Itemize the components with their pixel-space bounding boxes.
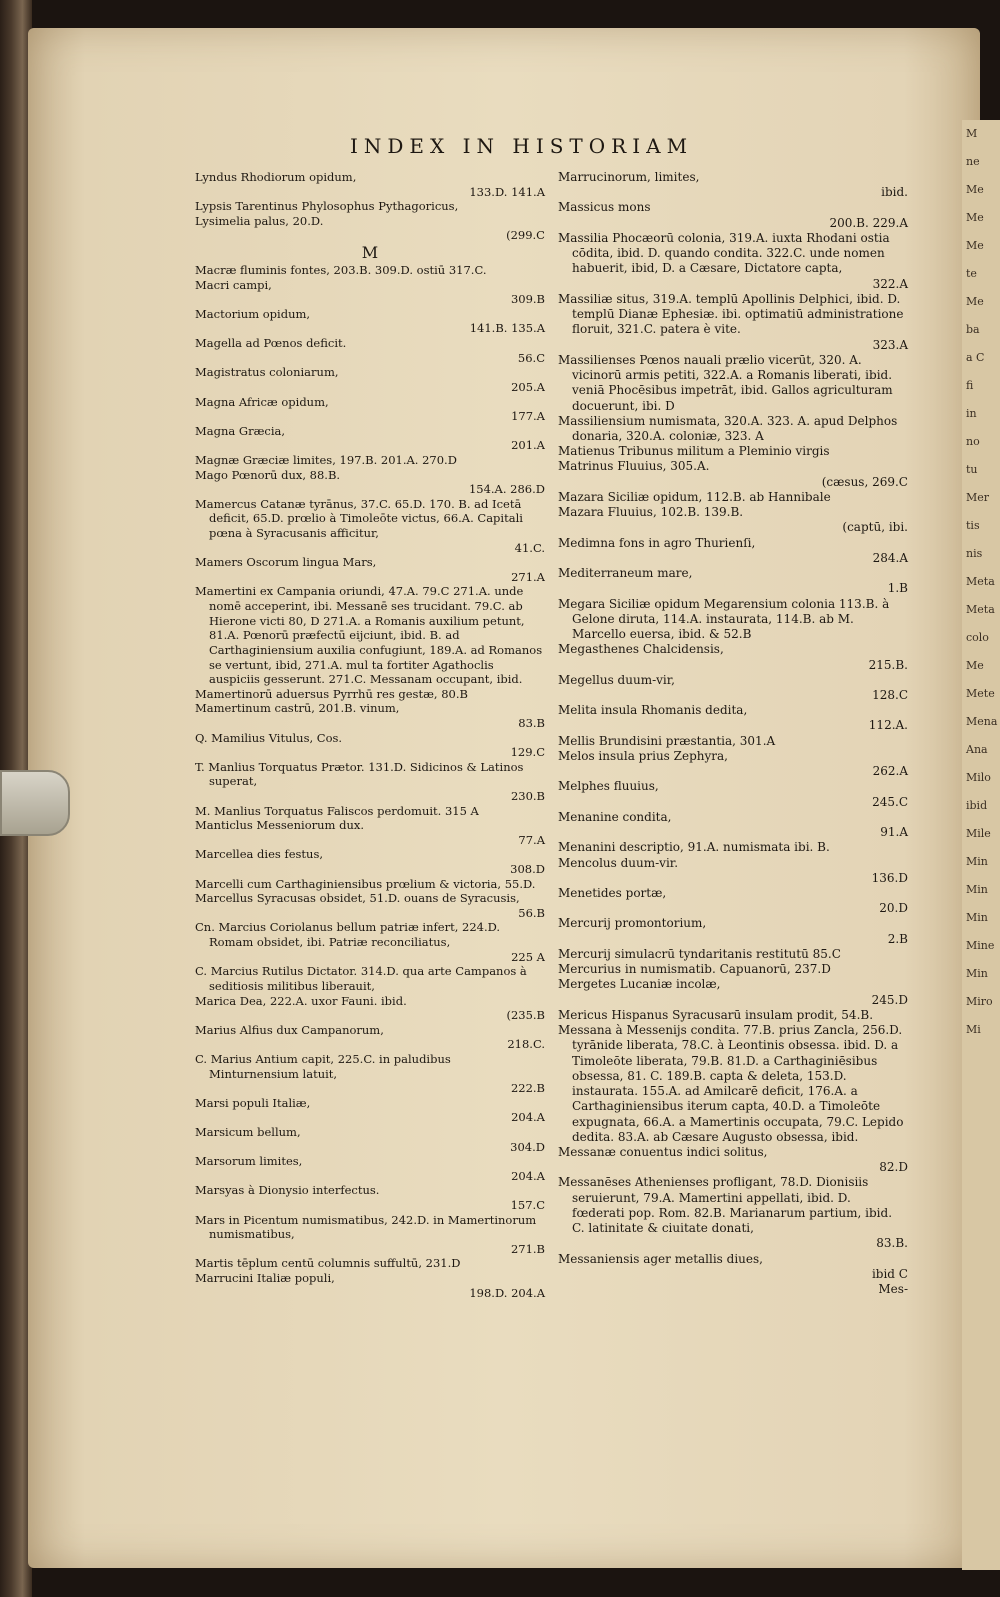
entry-text: Marsicum bellum, [195, 1125, 301, 1139]
index-entry [195, 1052, 545, 1096]
index-entry [558, 231, 908, 292]
facing-page-fragment: Miro [966, 995, 993, 1008]
entry-reference: 56.B [518, 905, 545, 920]
entry-text: Marsorum limites, [195, 1154, 303, 1169]
entry-text: Lysimelia palus, 20.D. [195, 213, 324, 228]
index-entry [558, 459, 908, 489]
entry-text: Marsyas à Dionysio interfectus. [195, 1183, 380, 1198]
entry-text: Mars in Picentum numismatibus, 242.D. in Mamertinorum numismatibus, [195, 1212, 537, 1242]
index-entry [195, 701, 545, 730]
facing-page-fragment: Me [966, 183, 984, 196]
entry-text: Marsi populi Italiæ, [195, 1095, 311, 1110]
index-entry [558, 856, 908, 886]
entry-text: Marcellea dies festus, [195, 847, 323, 862]
entry-reference: 222.B [510, 1081, 545, 1096]
index-entry [558, 947, 908, 962]
index-entry [558, 1008, 908, 1023]
entry-reference: Mes- [878, 1282, 908, 1297]
entry-reference: (299.C [506, 228, 545, 243]
entry-text: Massilienses Pœnos nauali prælio vicerūt, 320. A. vicinorū armis petiti, 322.A. a Romanis liberati, ibid. veniā Phocēsibus impetrāt, ibid. Gallos agriculturam docuerunt, ibi. D [558, 352, 893, 413]
entry-text: Mazara Siciliæ opidum, 112.B. ab Hannibale [558, 489, 831, 504]
entry-text: Mercurius in numismatib. Capuanorū, 237.D [558, 962, 831, 977]
entry-text: Menanine condita, [558, 809, 672, 824]
facing-page-fragment: Meta [966, 575, 995, 588]
index-entry [558, 1282, 908, 1297]
facing-page-fragment: Ana [966, 743, 988, 756]
entry-text: Macræ fluminis fontes, 203.B. 309.D. ostiū 317.C. [195, 263, 487, 278]
index-entry [195, 555, 545, 584]
index-entry [558, 749, 908, 779]
entry-reference: 129.C [510, 745, 545, 760]
index-entry [558, 170, 908, 200]
facing-page-fragment: no [966, 435, 980, 448]
entry-text: Menetides portæ, [558, 886, 667, 901]
index-entry [195, 214, 545, 243]
entry-reference: 141.B. 135.A [469, 321, 545, 336]
index-entry [195, 731, 545, 760]
index-entry [558, 490, 908, 505]
entry-reference: 308.D [510, 862, 545, 877]
index-entry [195, 847, 545, 876]
entry-text: Massiliensium numismata, 320.A. 323. A. apud Delphos donaria, 320.A. coloniæ, 323. A [558, 413, 898, 443]
index-entry [558, 1023, 908, 1145]
entry-text: Magella ad Pœnos deficit. [195, 336, 347, 351]
entry-text: M. Manlius Torquatus Faliscos perdomuit. 315 A [195, 803, 479, 818]
index-entry [195, 263, 545, 278]
entry-reference: 177.A [511, 409, 545, 424]
facing-page-fragment: Me [966, 211, 984, 224]
entry-reference: 154.A. 286.D [468, 482, 545, 497]
entry-reference: 204.A [511, 1168, 545, 1183]
index-entry [558, 414, 908, 444]
index-entry [558, 916, 908, 946]
facing-page-fragment: ne [966, 155, 980, 168]
entry-text: Mamertinorū aduersus Pyrrhū res gestæ, 80.B [195, 686, 468, 701]
index-entry [195, 453, 545, 468]
index-entry [558, 886, 908, 916]
entry-reference: 128.C [872, 687, 908, 702]
index-entry [195, 336, 545, 365]
entry-text: Massilia Phocæorū colonia, 319.A. iuxta Rhodani ostia cōdita, ibid. D. quando condita. 322.C. unde nomen habuerit, ibid, D. a Cæsare, Dictatore capta, [558, 230, 890, 276]
entry-text: Messanæ conuentus indici solitus, [558, 1145, 768, 1159]
facing-page-fragment: Me [966, 295, 984, 308]
facing-page-fragment: M [966, 127, 978, 140]
entry-reference: (cæsus, 269.C [821, 474, 908, 489]
entry-text: Mercurij promontorium, [558, 916, 707, 931]
facing-page-fragment: Min [966, 855, 988, 868]
entry-reference: 41.C. [514, 540, 545, 555]
entry-reference: 136.D [871, 870, 908, 885]
entry-text: Mellis Brundisini præstantia, 301.A [558, 733, 776, 748]
facing-page-fragment: Min [966, 967, 988, 980]
index-entry [558, 200, 908, 230]
entry-reference: 204.A [511, 1110, 545, 1125]
index-entry [558, 1252, 908, 1282]
facing-page-fragment: colo [966, 631, 989, 644]
index-entry [195, 804, 545, 819]
entry-reference: 262.A [872, 764, 908, 779]
index-entry [195, 278, 545, 307]
entry-reference: 245.D [871, 992, 908, 1007]
index-entry [558, 810, 908, 840]
index-entry [195, 1125, 545, 1154]
entry-text: Marcellus Syracusas obsidet, 51.D. ouans de Syracusis, [195, 891, 520, 906]
entry-text: Mago Pœnorū dux, 88.B. [195, 467, 341, 482]
entry-text: Marcelli cum Carthaginiensibus prœlium & victoria, 55.D. [195, 876, 536, 891]
index-entry [195, 818, 545, 847]
entry-reference: 77.A [518, 832, 545, 847]
index-column-left [195, 170, 545, 1300]
entry-text: Marica Dea, 222.A. uxor Fauni. ibid. [195, 993, 407, 1008]
entry-text: Mencolus duum-vir. [558, 855, 679, 870]
entry-reference: 205.A [511, 379, 545, 394]
facing-page-fragment: Milo [966, 771, 991, 784]
index-entry [195, 199, 545, 214]
index-entry [195, 994, 545, 1023]
index-entry [195, 964, 545, 993]
entry-text: Marrucini Italiæ populi, [195, 1271, 335, 1286]
entry-text: Mamertini ex Campania oriundi, 47.A. 79.C 271.A. unde nomē acceperint, ibi. Messanē ses trucidant. 79.C. ab Hierone victi 80, D 271.A. a Romanis auxilium petunt, 81.A. Pœnorū præfectū eijciunt, ibid. B. ad Carthaginiensium auxilia confugiunt, 189.A. ad Romanos se vertunt, ibid, 271.A. mul ta fortiter Agathoclis auspiciis gesserunt. 271.C. Messanam occupant, ibid. [195, 584, 543, 687]
entry-reference: 83.B. [876, 1236, 908, 1251]
index-entry [558, 703, 908, 733]
entry-reference: (235.B [506, 1008, 545, 1023]
entry-text: Megasthenes Chalcidensis, [558, 642, 724, 657]
index-entry [558, 353, 908, 414]
index-entry [195, 877, 545, 892]
entry-reference: 56.C [517, 350, 545, 365]
index-entry [195, 1023, 545, 1052]
index-entry [195, 1183, 545, 1212]
index-entry [195, 365, 545, 394]
entry-text: Mamercus Catanæ tyrānus, 37.C. 65.D. 170. B. ad Icetā deficit, 65.D. prœlio à Timoleōte victus, 66.A. Capitali pœna à Syracusanis afficitur, [195, 496, 523, 541]
index-entry [195, 424, 545, 453]
entry-reference: 112.A. [868, 718, 908, 733]
entry-text: Messanēses Athenienses profligant, 78.D. Dionisiis seruierunt, 79.A. Mamertini appellati, ibid. D. fœderati pop. Rom. 82.B. Marianarum partium, ibid. C. latinitate & ciuitate donati, [558, 1175, 893, 1236]
index-entry [558, 977, 908, 1007]
entry-reference: 309.B [510, 292, 545, 307]
entry-text: Mericus Hispanus Syracusarū insulam prodit, 54.B. [558, 1007, 874, 1022]
entry-reference: 200.B. 229.A [829, 215, 908, 230]
facing-page-fragment: Mi [966, 1023, 981, 1036]
entry-reference: 2.B [887, 931, 908, 946]
entry-reference: 323.A [872, 337, 908, 352]
index-entry [558, 734, 908, 749]
entry-text: Marrucinorum, limites, [558, 170, 700, 184]
entry-reference: 245.C [872, 794, 908, 809]
entry-reference: 218.C. [507, 1037, 545, 1052]
entry-reference: 215.B. [868, 657, 908, 672]
entry-text: Magnæ Græciæ limites, 197.B. 201.A. 270.D [195, 452, 457, 467]
entry-text: Lyndus Rhodiorum opidum, [195, 170, 357, 184]
entry-reference: 157.C [510, 1198, 545, 1213]
entry-text: Magistratus coloniarum, [195, 365, 339, 380]
index-entry [558, 642, 908, 672]
facing-page-fragment: Meta [966, 603, 995, 616]
facing-page-fragment: Min [966, 883, 988, 896]
entry-text: Lypsis Tarentinus Phylosophus Pythagoricus, [195, 199, 459, 214]
index-entry [558, 505, 908, 535]
index-entry [195, 760, 545, 804]
entry-text: Q. Mamilius Vitulus, Cos. [195, 730, 343, 745]
entry-text: Menanini descriptio, 91.A. numismata ibi. B. [558, 840, 830, 855]
facing-page-fragment: Mer [966, 491, 990, 504]
index-entry [558, 566, 908, 596]
entry-reference: ibid. [881, 185, 908, 200]
index-entry [195, 1096, 545, 1125]
entry-reference: 271.B [510, 1241, 545, 1256]
entry-reference: 83.B [518, 715, 545, 730]
entry-reference: 198.D. 204.A [469, 1285, 545, 1300]
entry-reference: ibid C [871, 1266, 908, 1281]
facing-page-fragment: ibid [966, 799, 988, 812]
entry-text: Marius Alfius dux Campanorum, [195, 1022, 384, 1037]
entry-reference: 322.A [872, 276, 908, 291]
index-entry [195, 1213, 545, 1257]
entry-text: Megara Siciliæ opidum Megarensium colonia 113.B. à Gelone diruta, 114.A. instaurata, 114.B. ab M. Marcello euersa, ibid. & 52.B [558, 596, 890, 642]
facing-page-fragment: Mete [966, 687, 995, 700]
entry-text: Magna Africæ opidum, [195, 394, 329, 409]
index-entry [558, 840, 908, 855]
entry-reference: 304.D [510, 1139, 545, 1154]
index-entry [195, 891, 545, 920]
entry-text: Mergetes Lucaniæ incolæ, [558, 977, 721, 992]
entry-text: Mamertinum castrū, 201.B. vinum, [195, 701, 400, 716]
entry-text: Cn. Marcius Coriolanus bellum patriæ infert, 224.D. Romam obsidet, ibi. Patriæ reconciliatus, [195, 920, 501, 950]
facing-page-fragment: nis [966, 547, 983, 560]
entry-reference: 20.D [879, 901, 908, 916]
entry-reference: 201.A [511, 438, 545, 453]
entry-text: Medimna fons in agro Thurienſi, [558, 535, 756, 550]
entry-reference: 230.B [510, 788, 545, 803]
index-entry [195, 497, 545, 555]
index-entry [195, 584, 545, 686]
facing-page-fragment: te [966, 267, 977, 280]
entry-reference: 225 A [511, 949, 545, 964]
index-entry [195, 1154, 545, 1183]
index-entry [195, 687, 545, 702]
entry-text: Mactorium opidum, [195, 306, 311, 321]
entry-reference: 284.A [872, 550, 908, 565]
facing-page-fragment: in [966, 407, 977, 420]
index-entry [558, 1145, 908, 1175]
facing-page-fragment: Mena [966, 715, 998, 728]
entry-reference: 82.D [879, 1160, 908, 1175]
entry-text: Matienus Tribunus militum a Pleminio virgis [558, 444, 830, 459]
entry-text: Mercurij simulacrū tyndaritanis restitutū 85.C [558, 946, 841, 961]
entry-text: Messaniensis ager metallis diues, [558, 1251, 763, 1266]
entry-text: Mamers Oscorum lingua Mars, [195, 555, 377, 570]
entry-text: T. Manlius Torquatus Prætor. 131.D. Sidicinos & Latinos superat, [195, 759, 524, 789]
entry-reference: (captū, ibi. [842, 520, 908, 535]
index-entry [195, 1271, 545, 1300]
index-entry [558, 597, 908, 643]
facing-page-fragment: Min [966, 911, 988, 924]
index-entry [195, 395, 545, 424]
entry-text: Massicus mons [558, 200, 651, 215]
entry-text: Messana à Messenijs condita. 77.B. prius Zancla, 256.D. tyrānide liberata, 78.C. à Leontinis obsessa. ibid. D. a Timoleōte liberata, 79.B. 81.D. a Carthaginiēsibus obsessa, 81. C. 189.B. capta & deleta, 153.D. instaurata. 155.A. ad Amilcarē deficit, 176.A. a Carthaginiensibus iterum capta, 40.D. a Timoleōte expugnata, 66.A. a Mamertinis occupata, 79.C. Lepido dedita. 83.A. ab Cæsare Augusto obsessa, ibid. [558, 1023, 904, 1144]
index-column-right [558, 170, 908, 1297]
page-title: INDEX IN HISTORIAM [350, 134, 694, 158]
entry-text: C. Marcius Rutilus Dictator. 314.D. qua arte Campanos à seditiosis militibus liberauit, [195, 964, 527, 993]
facing-page-fragment: Me [966, 659, 984, 672]
entry-text: Megellus duum-vir, [558, 672, 675, 687]
facing-page-edge [962, 120, 1000, 1570]
index-entry [558, 292, 908, 353]
facing-page-fragment: fi [966, 379, 974, 392]
entry-text: Melphes fluuius, [558, 779, 659, 794]
facing-page-fragment: tu [966, 463, 978, 476]
entry-text: Massiliæ situs, 319.A. templū Apollinis Delphici, ibid. D. templū Dianæ Ephesiæ. ibi. optimatiū administratione floruit, 321.C. patera è vite. [558, 291, 904, 337]
index-entry [195, 920, 545, 964]
entry-reference: 1.B [887, 581, 908, 596]
entry-text: Macri campi, [195, 277, 272, 292]
entry-reference: 271.A [511, 569, 545, 584]
index-entry [195, 307, 545, 336]
facing-page-fragment: Me [966, 239, 984, 252]
page-clip [0, 770, 70, 836]
index-entry [195, 170, 545, 199]
entry-text: Martis tēplum centū columnis suffultū, 231.D [195, 1256, 461, 1271]
entry-text: Melos insula prius Zephyra, [558, 748, 728, 763]
entry-text: C. Marius Antium capit, 225.C. in paludibus Minturnensium latuit, [195, 1051, 451, 1081]
index-entry [558, 779, 908, 809]
facing-page-fragment: a C [966, 351, 985, 364]
entry-text: Manticlus Messeniorum dux. [195, 818, 364, 833]
index-entry [558, 962, 908, 977]
facing-page-fragment: Mile [966, 827, 991, 840]
index-entry [558, 536, 908, 566]
index-entry [558, 673, 908, 703]
section-letter: M [361, 243, 379, 263]
index-entry [558, 1175, 908, 1251]
entry-text: Magna Græcia, [195, 423, 286, 438]
facing-page-fragment: Mine [966, 939, 995, 952]
entry-text: Matrinus Fluuius, 305.A. [558, 459, 710, 474]
entry-text: Mediterraneum mare, [558, 566, 693, 581]
facing-page-fragment: ba [966, 323, 980, 336]
entry-reference: 133.D. 141.A [469, 184, 545, 199]
entry-text: Melita insula Rhomanis dedita, [558, 703, 748, 718]
entry-reference: 91.A [880, 825, 908, 840]
entry-text: Mazara Fluuius, 102.B. 139.B. [558, 505, 744, 520]
index-entry [558, 444, 908, 459]
index-entry [195, 1256, 545, 1271]
facing-page-fragment: tis [966, 519, 980, 532]
index-entry [195, 468, 545, 497]
